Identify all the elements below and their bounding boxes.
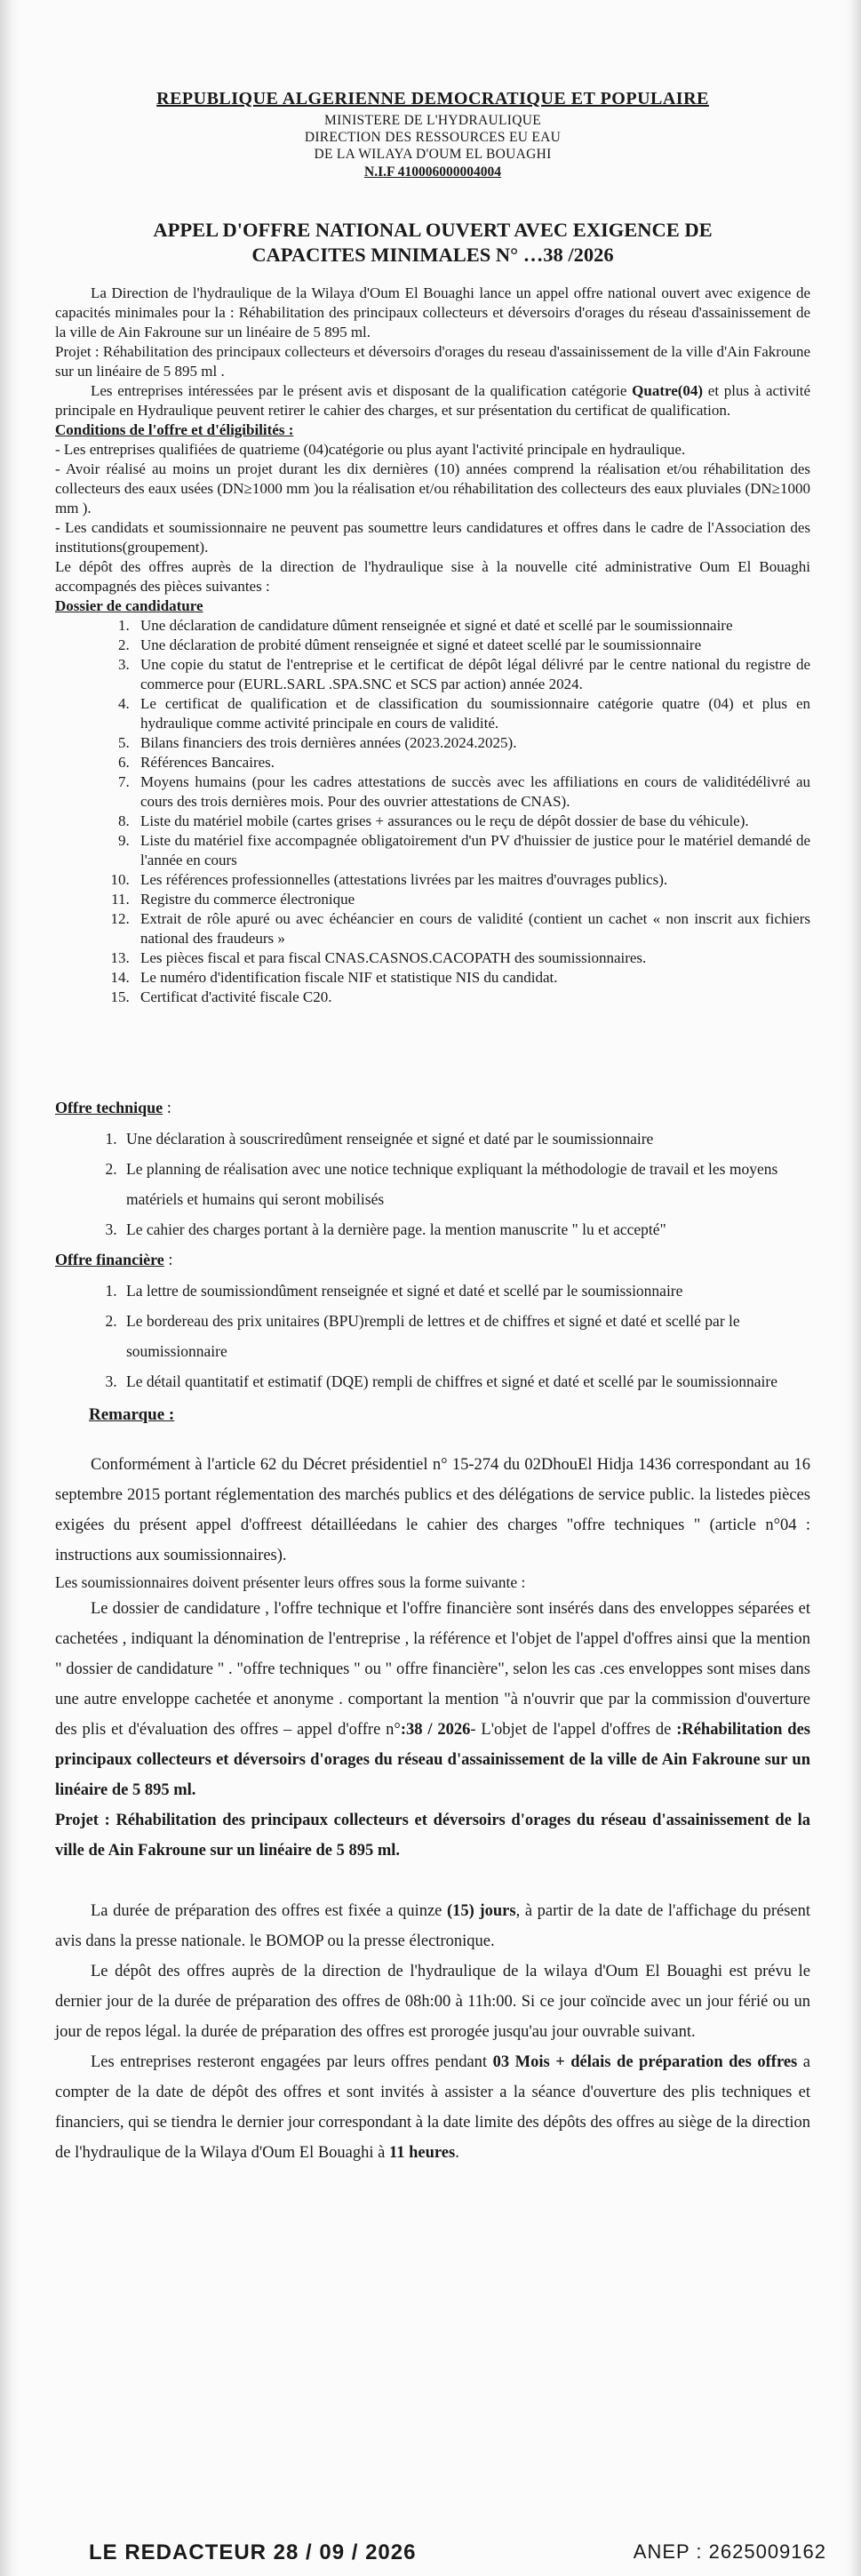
duration-text-start: La durée de préparation des offres est fixée a quinze <box>91 1902 448 1920</box>
deposit-paragraph: Le dépôt des offres auprès de la direction de l'hydraulique sise à la nouvelle cité administrative Oum El Bouaghi accompagnés des pièces suivantes : <box>55 558 810 595</box>
dossier-item: 5. Bilans financiers des trois dernières années (2023.2024.2025). <box>133 733 810 753</box>
nif-number: N.I.F 410006000004004 <box>364 164 501 180</box>
dossier-item: 2. Une déclaration de probité dûment renseignée et signé et dateet scellé par le soumissionnaire <box>133 636 810 655</box>
qualification-paragraph <box>55 381 810 420</box>
redacteur-signature: LE REDACTEUR 28 / 09 / 2026 <box>89 2540 417 2564</box>
dossier-list <box>55 616 810 1007</box>
dossier-item: 15. Certificat d'activité fiscale C20. <box>133 988 810 1007</box>
dossier-item: 14. Le numéro d'identification fiscale NIF et statistique NIS du candidat. <box>133 968 810 988</box>
project-line: Projet : Réhabilitation des principaux collecteurs et déversoirs d'orages du reseau d'assainissement de la ville d'Ain Fakroune sur un linéaire de 5 895 ml . <box>55 343 810 380</box>
tender-object-intro: - L'objet de l'appel d'offres de <box>470 1721 677 1739</box>
condition-item: - Avoir réalisé au moins un projet durant les dix dernières (10) années comprend la réalisation et/ou réhabilitation des collecteurs des eaux usées (DN≥1000 mm )ou la réalisation et/ou réhabilitation des collecteurs des eaux pluviales (DN≥1000 mm ). <box>55 460 810 516</box>
scan-edge-left <box>0 0 20 2576</box>
ministry-line: MINISTERE DE L'HYDRAULIQUE <box>324 113 541 128</box>
remarque-heading: Remarque : <box>89 1405 175 1424</box>
dossier-item: 9. Liste du matériel fixe accompagnée obligatoirement d'un PV d'huissier de justice pour le matériel demandé de l'année en cours <box>133 831 810 870</box>
offre-technique-title: Offre technique <box>55 1099 163 1116</box>
spacer <box>55 1007 810 1092</box>
qualification-text-start: Les entreprises intéressées par le présent avis et disposant de la qualification catégorie <box>91 382 633 399</box>
direction-line: DIRECTION DES RESSOURCES EU EAU <box>304 130 562 145</box>
offre-financiere-item: 1. La lettre de soumissiondûment renseignée et signé et daté et scellé par le soumissionnaire <box>121 1276 810 1306</box>
offre-technique-item: 1. Une déclaration à souscriredûment renseignée et signé et daté par le soumissionnaire <box>121 1124 810 1154</box>
wilaya-line: DE LA WILAYA D'OUM EL BOUAGHI <box>314 147 552 162</box>
offre-financiere-item: 2. Le bordereau des prix unitaires (BPU)rempli de lettres et de chiffres et signé et daté et scellé par le soumissionnaire <box>121 1306 810 1366</box>
scan-edge-right <box>843 0 861 2576</box>
condition-item: - Les entreprises qualifiées de quatrieme (04)catégorie ou plus ayant l'activité principale en hydraulique. <box>55 441 686 458</box>
engagement-paragraph <box>55 2047 810 2168</box>
dossier-item: 1. Une déclaration de candidature dûment renseignée et signé et daté et scellé par le soumissionnaire <box>133 616 810 636</box>
republic-heading: REPUBLIQUE ALGERIENNE DEMOCRATIQUE ET POPULAIRE <box>156 89 709 108</box>
engagement-text-start: Les entreprises resteront engagées par leurs offres pendant <box>91 2053 493 2071</box>
document-footer <box>89 2540 826 2565</box>
dossier-item: 10. Les références professionnelles (attestations livrées par les maitres d'ouvrages publics). <box>133 870 810 890</box>
tender-object: :Réhabilitation des principaux collecteurs et déversoirs d'orages du réseau d'assainissement de la ville de Ain Fakroune sur un linéaire de 5 895 ml. <box>55 1721 810 1799</box>
envelope-instructions: Le dossier de candidature , l'offre technique et l'offre financière sont insérés dans des enveloppes séparées et cachetées , indiquant la dénomination de l'entreprise , la référence et l'objet de l'appel d'offres ainsi que la mention " dossier de candidature " . "offre techniques " ou " offre financière", selon les cas .ces enveloppes sont mises dans une autre enveloppe cachetée et anonyme . comportant la mention "à n'ouvrir que par la commission d'ouverture des plis et d'évaluation des offres – appel d'offre n° <box>55 1600 810 1739</box>
offre-financiere-colon: : <box>163 1252 173 1269</box>
anep-number: ANEP : 2625009162 <box>633 2540 826 2563</box>
offre-technique-colon: : <box>163 1100 171 1117</box>
qualification-category: Quatre(04) <box>632 382 704 399</box>
preparation-duration <box>55 1896 810 1956</box>
document-body <box>55 89 810 2168</box>
dossier-item: 6. Références Bancaires. <box>133 753 810 772</box>
dossier-item: 3. Une copie du statut de l'entreprise et le certificat de dépôt légal délivré par le centre national du registre de commerce pour (EURL.SARL .SPA.SNC et SCS par action) année 2024. <box>133 655 810 694</box>
offre-financiere-item: 3. Le détail quantitatif et estimatif (DQE) rempli de chiffres et signé et daté et scellé par le soumissionnaire <box>121 1366 810 1396</box>
tender-title-line-1: APPEL D'OFFRE NATIONAL OUVERT AVEC EXIGENCE DE <box>153 219 713 241</box>
offre-financiere-list <box>55 1276 810 1396</box>
offre-technique-item: 2. Le planning de réalisation avec une notice technique expliquant la méthodologie de travail et les moyens matériels et humains qui seront mobilisés <box>121 1154 810 1214</box>
condition-item: - Les candidats et soumissionnaire ne peuvent pas soumettre leurs candidatures et offres dans le cadre de l'Association des institutions(groupement). <box>55 519 810 556</box>
tender-number: :38 / 2026 <box>400 1721 471 1739</box>
offre-technique-list <box>55 1124 810 1244</box>
offre-financiere-heading <box>55 1244 810 1276</box>
engagement-text-end: . <box>455 2144 459 2162</box>
conditions-heading: Conditions de l'offre et d'éligibilités : <box>55 421 294 438</box>
duration-text-end: , à partir de la date de l'affichage du présent avis dans la presse nationale. le BOMOP ou la presse électronique. <box>55 1902 811 1950</box>
document-header <box>55 89 810 182</box>
intro-paragraph: La Direction de l'hydraulique de la Wilaya d'Oum El Bouaghi lance un appel offre national ouvert avec exigence de capacités minimales pour la : Réhabilitation des principaux collecteurs et déversoirs d'orages du réseau d'assainissement de la ville de Ain Fakroune sur un linéaire de 5 895 ml. <box>55 284 810 340</box>
dossier-item: 8. Liste du matériel mobile (cartes grises + assurances ou le reçu de dépôt dossier de base du véhicule). <box>133 812 810 831</box>
dossier-item: 4. Le certificat de qualification et de classification du soumissionnaire catégorie quatre (04) et plus en hydraulique comme activité principale en cours de validité. <box>133 694 810 733</box>
remarque-block <box>55 1400 810 1430</box>
dossier-item: 7. Moyens humains (pour les cadres attestations de succès avec les affiliations en cours de validitédélivré au cours des trois dernières mois. Pour des ouvrier attestations de CNAS). <box>133 772 810 812</box>
deposit-schedule: Le dépôt des offres auprès de la direction de l'hydraulique de la wilaya d'Oum El Bouaghi est prévu le dernier jour de la durée de préparation des offres de 08h:00 à 11h:00. Si ce jour coïncide avec un jour férié ou un jour de repos légal. la durée de préparation des offres est prorogée jusqu'au jour ouvrable suivant. <box>55 1963 810 2041</box>
remarque-paragraph-1: Conformément à l'article 62 du Décret présidentiel n° 15-274 du 02DhouEl Hidja 1436 correspondant au 16 septembre 2015 portant réglementation des marchés publics et des délégations de service public. la listedes pièces exigées du présent appel d'offreest détailléedans le cahier des charges "offre techniques " (article n°04 : instructions aux soumissionnaires). <box>55 1456 810 1564</box>
qualification-text-end: et plus à activité principale en Hydraulique peuvent retirer le cahier des charges, et sur présentation du certificat de qualification. <box>55 382 810 419</box>
engagement-duration: 03 Mois + délais de préparation des offres <box>492 2053 798 2071</box>
tender-title <box>55 218 810 268</box>
duration-days: (15) jours <box>447 1902 516 1920</box>
opening-hour: 11 heures <box>389 2144 456 2162</box>
dossier-item: 12. Extrait de rôle apuré ou avec échéancier en cours de validité (contient un cachet « non inscrit aux fichiers national des fraudeurs » <box>133 909 810 948</box>
offre-financiere-title: Offre financière <box>55 1251 164 1268</box>
spacer <box>55 1430 810 1450</box>
offre-technique-item: 3. Le cahier des charges portant à la dernière page. la mention manuscrite " lu et accepté" <box>121 1214 810 1244</box>
dossier-item: 11. Registre du commerce électronique <box>133 890 810 909</box>
dossier-heading: Dossier de candidature <box>55 597 203 614</box>
tender-title-line-2: CAPACITES MINIMALES N° …38 /2026 <box>251 244 614 266</box>
project-summary: Projet : Réhabilitation des principaux collecteurs et déversoirs d'orages du réseau d'assainissement de la ville de Ain Fakroune sur un linéaire de 5 895 ml. <box>55 1812 810 1860</box>
remarque-paragraph-2: Les soumissionnaires doivent présenter leurs offres sous la forme suivante : <box>55 1573 526 1591</box>
remarque-paragraph-3 <box>55 1594 810 1805</box>
offre-technique-heading <box>55 1092 810 1124</box>
engagement-text-mid: a compter de la date de dépôt des offres et sont invités à assister a la séance d'ouverture des plis techniques et financiers, qui se tiendra le dernier jour correspondant à la date limite des dépôts des offres au siège de la direction de l'hydraulique de la Wilaya d'Oum El Bouaghi à <box>55 2053 810 2162</box>
dossier-item: 13. Les pièces fiscal et para fiscal CNAS.CASNOS.CACOPATH des soumissionnaires. <box>133 948 810 968</box>
spacer <box>55 1866 810 1896</box>
